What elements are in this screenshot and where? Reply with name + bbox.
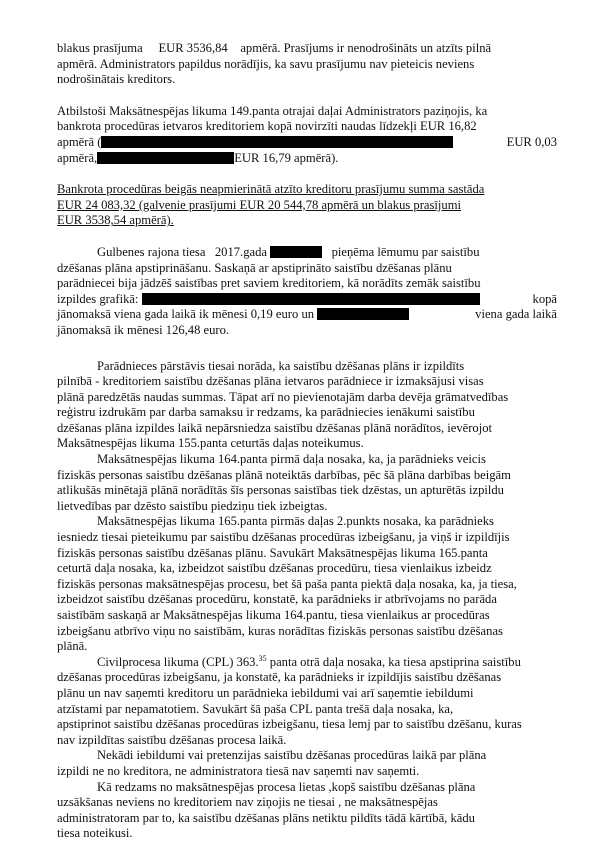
text: plānā. (57, 639, 88, 654)
text: reģistru izdrukām par darba samaksu ir redzams, ka parādniecies ienākumi saistību (57, 405, 475, 420)
text: EUR 3538,54 apmērā). (57, 213, 174, 228)
text: blakus prasījuma (57, 41, 143, 55)
text: plānu un nav saņemti kreditoru un parādnieka iebildumi vai arī saņemtie iebildumi (57, 685, 474, 700)
text: dzēšanas plāna apstiprināšanu. Saskaņā ar apstiprināto saistību dzēšanas plānu (57, 260, 452, 275)
text: Gulbenes rajona tiesa (97, 244, 206, 259)
text: Bankrota procedūras beigās neapmierinātā atzīto kreditoru prasījumu summa sastāda (57, 182, 485, 197)
text: apstiprinot saistību dzēšanas procedūras izbeigšanu, tiesa lemj par to saistību dzēšanu, kuras (57, 717, 522, 732)
text: izpildi ne no kreditora, ne administratora tiesā nav saņemti nav saņemti. (57, 763, 420, 778)
paragraph-law-164 (57, 452, 557, 514)
paragraph-plan-fulfilled (57, 359, 557, 453)
text: tiesa noteikusi. (57, 826, 133, 841)
text: Maksātnespējas likuma 165.panta pirmās daļas 2.punkts nosaka, ka parādnieks (97, 514, 494, 529)
redaction-bar (317, 308, 409, 320)
text: EUR 0,03 (506, 134, 557, 149)
document-body (57, 41, 557, 842)
text: pilnībā - kreditoriem saistību dzēšanas plāna ietvaros parādniece ir izmaksājusi visas (57, 374, 484, 389)
text: apmērā, (57, 150, 98, 165)
text: uzsākšanas neviens no kreditoriem nav ziņojis ne tiesai , ne maksātnespējas (57, 795, 438, 810)
text: apmērā ( (57, 134, 102, 149)
paragraph-court-decision (57, 245, 557, 339)
paragraph-claims (57, 41, 557, 88)
text: kopā (532, 291, 557, 306)
text: nav izpildītas saistību dzēšanas procesa laikā. (57, 732, 287, 747)
text: atlikušās minētajā plānā norādītās šīs personas saistības tiek dzēstas, un apturētās izpildu (57, 483, 504, 498)
text: apmērā. Administrators papildus norādījis, ka savu prasījumu nav pieteicis neviens (57, 56, 475, 71)
text: Maksātnespējas likuma 155.panta ceturtās daļas noteikumus. (57, 436, 364, 451)
text: 2017.gada (214, 244, 267, 259)
paragraph-civil-procedure (57, 655, 557, 749)
text: izbeigšanu atbrīvo viņu no saistībām, kuras norādītas fiziskās personas saistību dzēšanas (57, 623, 503, 638)
redaction-bar (270, 246, 322, 258)
text: fiziskās personas saistību dzēšanas plānu. Savukārt Maksātnespējas likuma 165.panta (57, 545, 488, 560)
text: Maksātnespējas likuma 164.panta pirmā daļa nosaka, ka, ja parādnieks veicis (97, 452, 486, 467)
text: parādniecei bija jādzēš saistības pret saviem kreditoriem, kā norādīts zemāk saistību (57, 276, 481, 291)
text: jānomaksā ik mēnesi 126,48 euro. (57, 322, 230, 337)
claim-amount: EUR 3536,84 (158, 41, 228, 55)
text: fiziskās personas saistību dzēšanas plānā noteiktās darbības, pēc šā plāna darbības beigām (57, 467, 511, 482)
text: Parādnieces pārstāvis tiesai norāda, ka saistību dzēšanas plāns ir izpildīts (97, 358, 465, 373)
superscript: 35 (258, 653, 267, 663)
text: plānā paredzētās naudas summas. Tāpat arī no pievienotajām darba devēja grāmatvedības (57, 389, 509, 404)
redaction-bar (142, 293, 480, 305)
text: saistībām saskaņā ar Maksātnespējas likuma 164.pantu, tiesa vienlaikus ar procedūras (57, 608, 490, 622)
text: EUR 24 083,32 (galvenie prasījumi EUR 20 544,78 apmērā un blakus prasījumi (57, 197, 461, 212)
text: viena gada laikā (475, 307, 557, 322)
paragraph-unsatisfied-claims (57, 182, 557, 229)
text: ceturtā daļa nosaka, ka, izbeidzot saistību dzēšanas procedūru, tiesa vienlaikus izbeidz (57, 561, 492, 576)
text: izbeidzot saistību dzēšanas procedūru, konstatē, ka parādnieks ir atbrīvojams no parāda (57, 592, 497, 607)
text: apmērā. Prasījums ir nenodrošināts un atzīts pilnā (240, 41, 492, 55)
text: Civilprocesa likuma (CPL) 363. (97, 654, 259, 669)
paragraph-no-objections (57, 748, 557, 779)
text: fiziskās personas maksātnespējas procesu, bet šā paša panta piektā daļa nosaka, ka, ja tiesa, (57, 576, 517, 591)
text: bankrota procedūras ietvaros kreditoriem kopā novirzīti naudas līdzekļi EUR 16,82 (57, 119, 477, 134)
text: administratoram par to, ka saistību dzēšanas plāns netiktu pildīts tādā kārtībā, kādu (57, 810, 475, 825)
paragraph-law-165 (57, 514, 557, 654)
text: nodrošinātais kreditors. (57, 72, 176, 87)
text: lietvedības par dzēsto saistību piedziņu tiek izbeigtas. (57, 498, 328, 513)
text: panta otrā daļa nosaka, ka tiesa apstiprina saistību (269, 654, 521, 669)
paragraph-conclusion (57, 780, 557, 842)
text: atzīstami par nepamatotiem. Savukārt šā paša CPL panta trešā daļa nosaka, ka, (57, 701, 454, 716)
text: izpildes grafikā: (57, 291, 139, 306)
redaction-bar (101, 136, 453, 148)
text: Nekādi iebildumi vai pretenzijas saistību dzēšanas procedūras laikā par plāna (97, 748, 487, 763)
text: EUR 16,79 apmērā). (234, 150, 339, 165)
text: dzēšanas plāna izpildes laikā nepārsniedza saistību dzēšanas plānā norādītos, ievērojot (57, 420, 493, 435)
text: jānomaksā viena gada laikā ik mēnesi 0,19 euro un (57, 307, 315, 322)
text: iesniedz tiesai pieteikumu par saistību dzēšanas procedūras izbeigšanu, ja viņš ir izpildījis (57, 530, 510, 545)
text: Atbilstoši Maksātnespējas likuma 149.panta otrajai daļai Administrators paziņojis, ka (57, 103, 488, 118)
paragraph-funds-distributed (57, 104, 557, 166)
text: Kā redzams no maksātnespējas procesa lietas ,kopš saistību dzēšanas plāna (97, 779, 476, 794)
redaction-bar (97, 152, 234, 164)
text: dzēšanas procedūras izbeigšanu, ja konstatē, ka parādnieks ir izpildījis saistību dzēšanas (57, 670, 502, 685)
text: pieņēma lēmumu par saistību (331, 244, 480, 259)
